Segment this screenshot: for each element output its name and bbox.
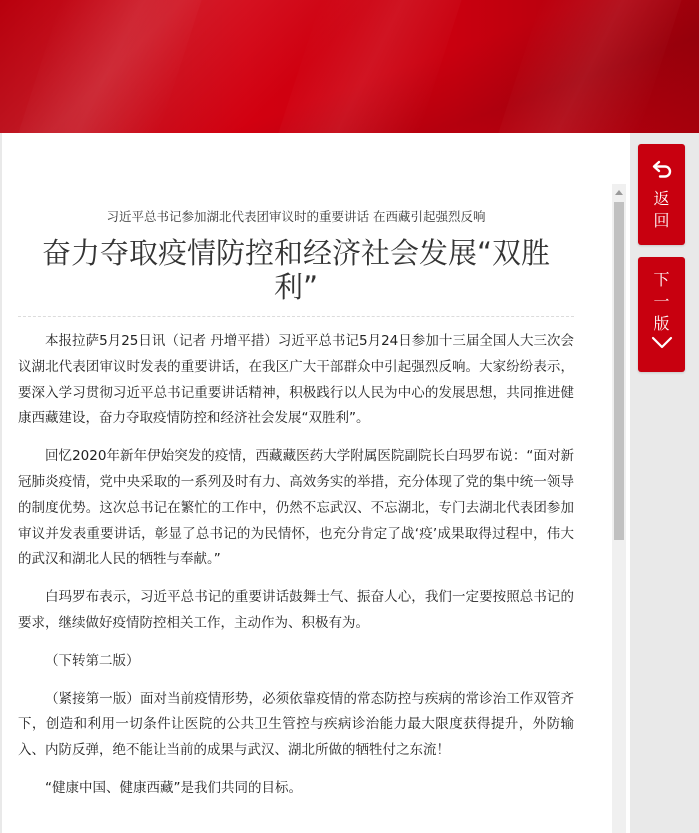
paragraph: “健康中国、健康西藏”是我们共同的目标。 — [45, 779, 302, 796]
article-content — [18, 207, 574, 814]
paragraph: 本报拉萨5月25日讯（记者 丹增平措）习近平总书记5月24日参加十三届全国人大三次会议湖北代表团审议时发表的重要讲话，在我区广大干部群众中引起强烈反响。大家纷纷表示，要深入学习贯彻习近平总书记重要讲话精神，积极践行以人民为中心的发展思想，共同推进健康西藏建设，奋力夺取疫情防控和经济社会发展“双胜利”。 — [18, 333, 574, 427]
paragraph: （紧接第一版）面对当前疫情形势，必须依靠疫情的常态防控与疾病的常诊治工作双管齐下，创造和利用一切条件让医院的公共卫生管控与疾病诊治能力最大限度获得提升，外防输入、内防反弹，绝不能让当前的成果与武汉、湖北所做的牺牲付之东流！ — [18, 690, 574, 759]
chevron-down-icon — [651, 335, 673, 354]
scroll-up-arrow-icon[interactable] — [612, 184, 626, 200]
paragraph: 白玛罗布表示，习近平总书记的重要讲话鼓舞士气、振奋人心，我们一定要按照总书记的要求，继续做好疫情防控相关工作，主动作为、积极有为。 — [18, 589, 574, 631]
paragraph: 回忆2020年新年伊始突发的疫情，西藏藏医药大学附属医院副院长白玛罗布说：“面对新冠肺炎疫情，党中央采取的一系列及时有力、高效务实的举措，充分体现了党的集中统一领导的制度优势。这次总书记在繁忙的工作中，仍然不忘武汉、不忘湖北，专门去湖北代表团参加审议并发表重要讲话，彰显了总书记的为民情怀，也充分肯定了战‘疫’成果取得过程中，伟大的武汉和湖北人民的牺牲与奉献。” — [18, 448, 574, 568]
paragraph: （下转第二版） — [45, 652, 140, 669]
header-banner — [0, 0, 699, 133]
next-page-button-label: 下一版 — [653, 270, 670, 333]
next-page-button[interactable] — [638, 257, 685, 372]
article-headline: 奋力夺取疫情防控和经济社会发展“双胜利” — [41, 236, 551, 304]
vertical-scrollbar[interactable] — [612, 184, 626, 833]
back-button[interactable] — [638, 144, 685, 245]
back-button-label: 返回 — [653, 189, 670, 230]
scroll-thumb[interactable] — [614, 202, 624, 540]
title-divider — [18, 316, 574, 317]
article-body — [18, 329, 574, 802]
article-page — [2, 133, 630, 833]
article-subtitle: 习近平总书记参加湖北代表团审议时的重要讲话 在西藏引起强烈反响 — [106, 209, 486, 224]
return-arrow-icon — [652, 160, 672, 182]
